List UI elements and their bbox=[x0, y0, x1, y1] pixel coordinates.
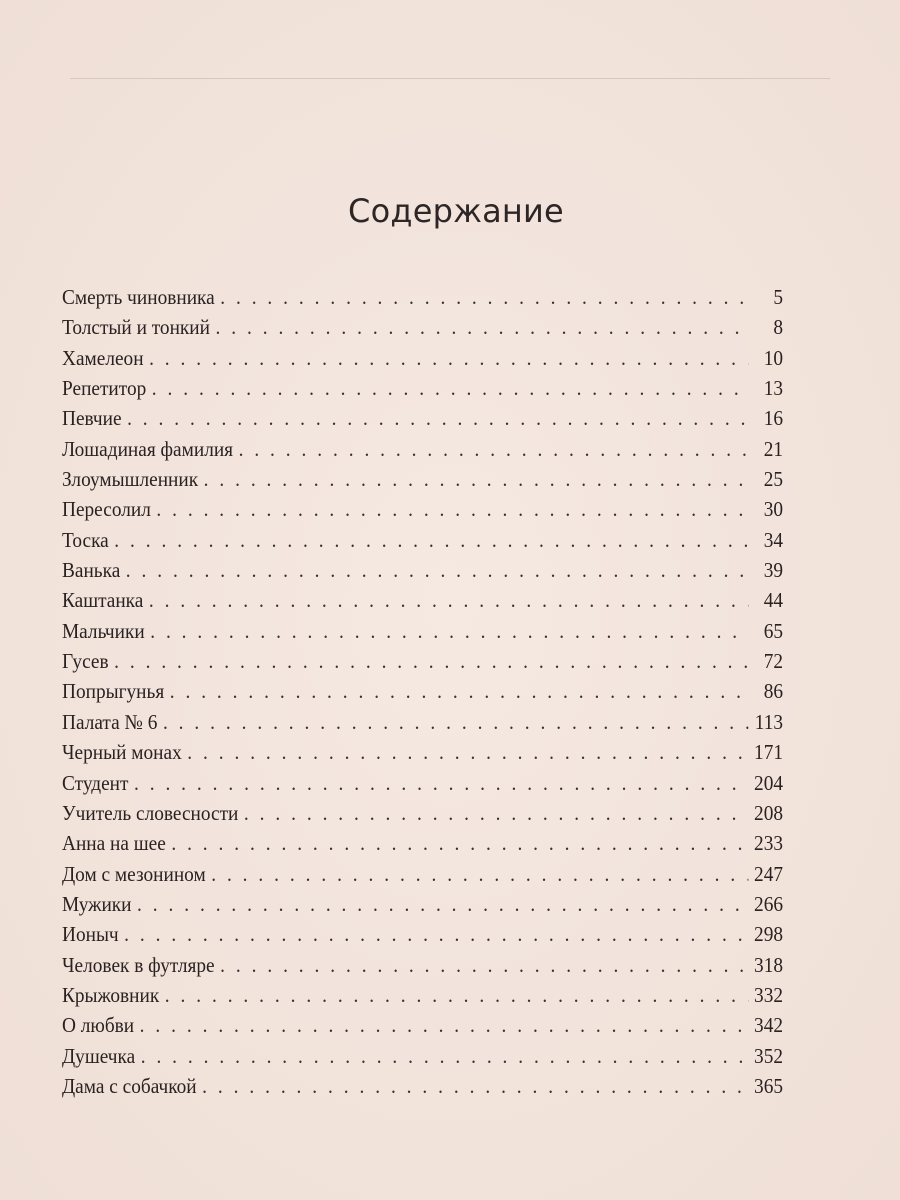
toc-entry-title: Гусев bbox=[62, 649, 109, 674]
page-title: Содержание bbox=[348, 192, 564, 230]
toc-entry-page: 113 bbox=[754, 709, 784, 734]
dot-leader bbox=[244, 798, 748, 828]
toc-entry-title: Тоска bbox=[62, 527, 109, 552]
toc-entry bbox=[62, 1010, 783, 1040]
toc-entry-page: 208 bbox=[754, 800, 784, 825]
dot-leader bbox=[216, 312, 749, 342]
dot-leader bbox=[126, 555, 748, 585]
toc-entry-title: Ионыч bbox=[62, 922, 119, 947]
toc-entry-title: О любви bbox=[62, 1013, 135, 1038]
toc-entry-page: 332 bbox=[754, 982, 784, 1007]
toc-entry-title: Злоумышленник bbox=[62, 467, 199, 492]
dot-leader bbox=[156, 494, 748, 524]
dot-leader bbox=[149, 585, 748, 615]
toc-entry bbox=[62, 282, 783, 312]
toc-entry bbox=[62, 616, 783, 646]
dot-leader bbox=[152, 373, 748, 403]
toc-entry bbox=[62, 889, 783, 919]
dot-leader bbox=[170, 676, 748, 706]
dot-leader bbox=[150, 616, 748, 646]
toc-entry-page: 10 bbox=[763, 345, 784, 370]
dot-leader bbox=[140, 1010, 748, 1040]
toc-entry bbox=[62, 434, 783, 464]
toc-entry-page: 247 bbox=[754, 861, 784, 886]
toc-entry-title: Ванька bbox=[62, 558, 121, 583]
toc-entry-title: Учитель словесности bbox=[62, 800, 239, 825]
dot-leader bbox=[187, 737, 748, 767]
toc-entry bbox=[62, 828, 783, 858]
toc-entry-title: Попрыгунья bbox=[62, 679, 165, 704]
dot-leader bbox=[114, 646, 748, 676]
toc-entry-title: Певчие bbox=[62, 406, 122, 431]
toc-entry bbox=[62, 1071, 783, 1101]
toc-entry-title: Каштанка bbox=[62, 588, 144, 613]
toc-entry-page: 72 bbox=[763, 649, 784, 674]
dot-leader bbox=[141, 1041, 748, 1071]
toc-entry-page: 352 bbox=[754, 1043, 784, 1068]
toc-entry-title: Душечка bbox=[62, 1043, 136, 1068]
toc-entry bbox=[62, 373, 783, 403]
toc-entry-title: Крыжовник bbox=[62, 982, 160, 1007]
toc-entry-page: 65 bbox=[763, 618, 784, 643]
header-rule bbox=[70, 78, 830, 79]
toc-entry-page: 30 bbox=[763, 497, 784, 522]
dot-leader bbox=[220, 950, 748, 980]
toc-entry bbox=[62, 646, 783, 676]
toc-entry-title: Лошадиная фамилия bbox=[62, 436, 234, 461]
table-of-contents bbox=[62, 282, 783, 1101]
toc-entry-title: Палата № 6 bbox=[62, 709, 158, 734]
dot-leader bbox=[165, 980, 748, 1010]
toc-entry-title: Человек в футляре bbox=[62, 952, 215, 977]
toc-entry-page: 39 bbox=[763, 558, 784, 583]
dot-leader bbox=[124, 919, 748, 949]
toc-entry bbox=[62, 464, 783, 494]
toc-entry-page: 342 bbox=[754, 1013, 784, 1038]
toc-entry bbox=[62, 919, 783, 949]
dot-leader bbox=[127, 403, 748, 433]
dot-leader bbox=[134, 768, 748, 798]
toc-entry-page: 16 bbox=[763, 406, 784, 431]
dot-leader bbox=[211, 859, 748, 889]
dot-leader bbox=[171, 828, 748, 858]
dot-leader bbox=[114, 525, 748, 555]
toc-entry-page: 298 bbox=[754, 922, 784, 947]
toc-entry bbox=[62, 1041, 783, 1071]
toc-entry-title: Студент bbox=[62, 770, 129, 795]
toc-entry bbox=[62, 768, 783, 798]
toc-entry-title: Хамелеон bbox=[62, 345, 144, 370]
toc-entry bbox=[62, 494, 783, 524]
toc-entry-title: Мужики bbox=[62, 891, 132, 916]
toc-entry bbox=[62, 525, 783, 555]
toc-entry-page: 171 bbox=[754, 740, 784, 765]
toc-entry bbox=[62, 312, 783, 342]
toc-entry bbox=[62, 980, 783, 1010]
toc-entry-page: 318 bbox=[754, 952, 784, 977]
toc-entry-title: Толстый и тонкий bbox=[62, 315, 210, 340]
dot-leader bbox=[137, 889, 748, 919]
toc-entry bbox=[62, 585, 783, 615]
toc-entry-page: 21 bbox=[763, 436, 784, 461]
toc-entry-page: 204 bbox=[754, 770, 784, 795]
dot-leader bbox=[239, 434, 748, 464]
toc-entry-page: 34 bbox=[763, 527, 784, 552]
toc-entry bbox=[62, 676, 783, 706]
toc-entry bbox=[62, 555, 783, 585]
toc-entry-page: 266 bbox=[754, 891, 784, 916]
toc-entry-title: Дом с мезонином bbox=[62, 861, 206, 886]
toc-entry-page: 8 bbox=[773, 315, 784, 340]
toc-entry-title: Смерть чиновника bbox=[62, 285, 215, 309]
toc-entry bbox=[62, 707, 783, 737]
toc-entry-page: 86 bbox=[763, 679, 784, 704]
dot-leader bbox=[204, 464, 748, 494]
toc-entry-title: Анна на шее bbox=[62, 831, 166, 856]
toc-entry bbox=[62, 859, 783, 889]
toc-entry-page: 233 bbox=[754, 831, 784, 856]
toc-entry-page: 13 bbox=[763, 376, 784, 401]
toc-entry-page: 365 bbox=[754, 1073, 784, 1098]
toc-entry-title: Дама с собачкой bbox=[62, 1073, 197, 1098]
toc-entry-title: Мальчики bbox=[62, 618, 145, 643]
toc-entry bbox=[62, 403, 783, 433]
toc-entry bbox=[62, 950, 783, 980]
toc-entry bbox=[62, 343, 783, 373]
dot-leader bbox=[202, 1071, 748, 1101]
toc-entry bbox=[62, 737, 783, 767]
toc-entry-page: 25 bbox=[763, 467, 784, 492]
toc-entry-title: Репетитор bbox=[62, 376, 147, 401]
toc-entry-page: 5 bbox=[773, 285, 784, 309]
toc-entry-page: 44 bbox=[763, 588, 784, 613]
toc-entry bbox=[62, 798, 783, 828]
dot-leader bbox=[149, 343, 748, 373]
toc-entry-title: Черный монах bbox=[62, 740, 182, 765]
toc-entry-title: Пересолил bbox=[62, 497, 151, 522]
dot-leader bbox=[220, 282, 748, 312]
dot-leader bbox=[163, 707, 748, 737]
